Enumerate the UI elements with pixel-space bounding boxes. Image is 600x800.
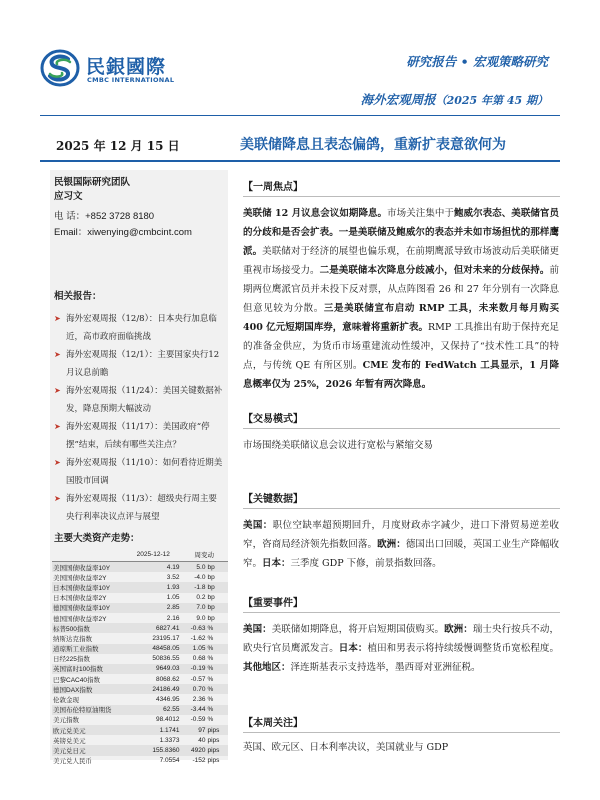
table-row — [52, 694, 228, 704]
logo-chinese-name: 民銀國際 — [86, 56, 167, 78]
header-cell: 2025-12-12 — [126, 548, 180, 562]
related-report-label: 海外宏观周报（12/1）：主要国家央行12月议息前瞻 — [66, 350, 220, 378]
change-unit-cell: % — [207, 716, 214, 724]
change-unit-cell: % — [207, 675, 214, 683]
focus-text-1: 市场关注集中于 — [387, 208, 454, 219]
focus-bold-4: 三是美联储宣布启动 RMP 工具，未来数月每月购买 400 亿元短期国库券，意味着将重新扩表。 — [243, 303, 559, 333]
weekly-change-cell: -1.8 — [180, 582, 206, 592]
related-report-label: 海外宏观周报（11/17）：美国政府“停摆”结束，后续有哪些关注点？ — [66, 422, 210, 450]
weekly-change-cell: 0.70 — [180, 684, 206, 694]
section-divider — [243, 732, 560, 733]
asset-name-cell: 日本国债收益率2Y — [53, 595, 107, 603]
asset-name-cell: 伦敦金现 — [53, 697, 79, 705]
related-report-label: 海外宏观周报（11/24）：美国关键数据补发，降息预期大幅波动 — [66, 386, 223, 414]
related-report-label: 海外宏观周报（11/10）：如何看待近期美国股市回调 — [66, 458, 223, 486]
focus-bold-3: 二是美联储本次降息分歧减小，但对未来的分歧保持。 — [319, 265, 550, 276]
events-bold-3: 日本： — [338, 643, 368, 654]
weekly-change-cell: 0.68 — [192, 655, 206, 663]
section-divider — [243, 428, 560, 429]
arrow-icon: ➤ — [54, 386, 61, 395]
asset-value-cell: 48458.05 — [126, 644, 180, 654]
table-header-row — [52, 548, 228, 562]
related-report-item[interactable] — [54, 382, 224, 418]
section-divider — [243, 196, 560, 197]
market-table — [52, 548, 228, 766]
events-paragraph — [243, 620, 559, 677]
table-row — [52, 644, 228, 654]
change-unit-cell: pips — [207, 757, 220, 765]
asset-name-cell: 美元指数 — [53, 717, 79, 725]
arrow-icon: ➤ — [54, 494, 61, 503]
asset-value-cell: 1.05 — [166, 594, 180, 602]
asset-name-cell: 日经225指数 — [53, 656, 90, 664]
weekly-change-cell: -1.62 — [190, 634, 206, 642]
table-row — [52, 562, 228, 573]
asset-value-cell: 3.52 — [166, 573, 180, 581]
market-table-body — [52, 562, 228, 766]
weekly-change-cell: 4920 — [180, 745, 206, 755]
asset-name-cell: 日本国债收益率10Y — [52, 582, 126, 592]
header-divider — [40, 115, 560, 116]
series-issue: （2025 年第 45 期） — [435, 94, 548, 107]
table-row — [52, 593, 228, 603]
research-team: 民银国际研究团队 — [54, 177, 131, 188]
asset-value-cell: 62.55 — [126, 705, 180, 715]
asset-value-cell: 24186.49 — [126, 684, 180, 694]
weekly-change-cell: 0.2 — [196, 594, 206, 602]
table-row — [52, 735, 228, 745]
asset-name-cell: 标普500指数 — [52, 623, 126, 633]
section-title-focus: 【一周焦点】 — [243, 182, 303, 193]
related-report-item[interactable] — [54, 454, 224, 490]
table-row — [52, 582, 228, 592]
related-reports-list — [54, 310, 224, 526]
asset-value-cell: 4.19 — [126, 562, 180, 573]
section-title-events: 【重要事件】 — [243, 598, 303, 609]
asset-value-cell: 23195.17 — [152, 634, 180, 642]
related-report-item[interactable] — [54, 418, 224, 454]
data-text-2: 德国出口回暖，英国工业生产降幅收窄。 — [243, 539, 559, 569]
table-row — [52, 705, 228, 715]
events-bold-1: 美国： — [243, 624, 272, 635]
section-divider — [243, 612, 560, 613]
table-row — [52, 756, 228, 766]
asset-value-cell: 1.3373 — [159, 736, 180, 744]
weekly-change-cell: 2.36 — [192, 696, 206, 704]
asset-value-cell: 8068.62 — [155, 675, 180, 683]
asset-value-cell: 2.85 — [126, 603, 180, 613]
asset-name-cell: 巴黎CAC40指数 — [53, 676, 100, 684]
company-logo — [40, 46, 180, 90]
focus-paragraph — [243, 204, 559, 394]
change-unit-cell: bp — [206, 603, 228, 613]
change-unit-cell: % — [207, 696, 214, 704]
weekly-change-cell: 5.0 — [180, 562, 206, 573]
table-row — [52, 725, 228, 735]
watch-paragraph: 英国、欧元区、日本利率决议，美国就业与 GDP — [243, 742, 449, 753]
change-unit-cell: pips — [207, 736, 220, 744]
asset-value-cell: 9649.03 — [126, 664, 180, 674]
related-report-item[interactable] — [54, 346, 224, 382]
change-unit-cell: bp — [206, 582, 228, 592]
asset-value-cell: 6827.41 — [126, 623, 180, 633]
asset-value-cell: 4346.95 — [155, 696, 180, 704]
weekly-change-cell: 97 — [180, 725, 206, 735]
weekly-change-cell: 7.0 — [180, 603, 206, 613]
asset-name-cell: 英镑兑美元 — [53, 737, 86, 745]
events-text-3: 植田和男表示将持续缓慢调整货币宽松程度。 — [367, 643, 559, 654]
analyst-email[interactable]: Email：xiwenying@cmbcint.com — [54, 227, 192, 238]
focus-text-3: 前期两位鹰派官员并未投下反对票，从点阵图看 26 和 27 年分别有一次降息但意见较为分散。 — [243, 265, 559, 314]
asset-value-cell: 1.1741 — [126, 725, 180, 735]
header-cell — [52, 548, 126, 562]
logo-mark-icon — [40, 48, 80, 88]
events-text-1: 美联储如期降息，将开启短期国债购买。 — [271, 624, 445, 635]
section-divider — [243, 508, 560, 509]
weekly-change-cell: -0.63 — [180, 623, 206, 633]
asset-value-cell: 2.16 — [166, 614, 180, 622]
change-unit-cell: % — [206, 664, 228, 674]
change-unit-cell: % — [206, 623, 228, 633]
asset-name-cell: 德国国债收益率2Y — [53, 615, 107, 623]
arrow-icon: ➤ — [54, 314, 61, 323]
weekly-change-cell: -0.19 — [180, 664, 206, 674]
change-unit-cell: % — [206, 644, 228, 654]
table-row — [52, 684, 228, 694]
trade-paragraph: 市场围绕美联储议息会议进行宽松与紧缩交易 — [243, 440, 434, 451]
asset-name-cell: 德国DAX指数 — [52, 684, 126, 694]
data-text-1: 职位空缺率超预期回升，月度财政赤字减少，进口下滑贸易逆差收窄，咨商局经济领先指数回落。 — [243, 520, 559, 550]
weekly-change-cell: 9.0 — [196, 614, 206, 622]
related-report-label: 海外宏观周报（12/8）：日本央行加息临近，高市政府面临挑战 — [66, 314, 217, 342]
table-row — [52, 745, 228, 755]
weekly-change-cell: 40 — [198, 736, 206, 744]
asset-name-cell: 美元兑人民币 — [53, 758, 92, 766]
data-bold-2: 欧洲： — [377, 539, 406, 550]
asset-name-cell: 德国国债收益率10Y — [52, 603, 126, 613]
table-row — [52, 613, 228, 623]
data-bold-3: 日本： — [262, 558, 291, 569]
focus-text-2: 美联储对于经济的展望也偏乐观，在前期鹰派导致市场波动后美联储更重视市场接受力。 — [243, 246, 559, 276]
change-unit-cell: bp — [207, 573, 215, 581]
focus-bold-5: CME 发布的 FedWatch 工具显示，1 月降息概率仅为 25%，2026 年暂有两次降息。 — [243, 360, 559, 390]
related-reports-title: 相关报告： — [54, 291, 102, 302]
report-series — [361, 90, 548, 108]
events-text-2: 瑞士央行按兵不动，欧央行官员鹰派发言。 — [243, 624, 559, 654]
section-title-watch: 【本周关注】 — [243, 718, 303, 729]
change-unit-cell: bp — [207, 614, 215, 622]
change-unit-cell: pips — [206, 745, 228, 755]
related-report-label: 海外宏观周报（11/3）：超级央行周主要央行利率决议点评与展望 — [66, 494, 217, 522]
report-title: 美联储降息且表态偏鸽，重新扩表意欲何为 — [240, 137, 506, 153]
weekly-change-cell: -0.57 — [190, 675, 206, 683]
change-unit-cell: bp — [207, 594, 215, 602]
table-row — [52, 603, 228, 613]
title-divider — [40, 160, 560, 162]
related-report-item[interactable] — [54, 490, 224, 526]
analyst-name: 应习文 — [54, 191, 83, 202]
asset-name-cell: 欧元兑美元 — [52, 725, 126, 735]
asset-value-cell: 50836.55 — [152, 655, 180, 663]
report-date: 2025 年 12 月 15 日 — [56, 139, 180, 153]
weekly-change-cell: 1.05 — [180, 644, 206, 654]
related-report-item[interactable] — [54, 310, 224, 346]
sidebar — [50, 170, 228, 766]
table-row — [52, 633, 228, 643]
events-text-4: 泽连斯基表示支持选举，墨西哥对亚洲征税。 — [290, 662, 481, 673]
arrow-icon: ➤ — [54, 350, 61, 359]
data-paragraph — [243, 516, 559, 573]
asset-name-cell: 美元兑日元 — [52, 745, 126, 755]
arrow-icon: ➤ — [54, 458, 61, 467]
asset-name-cell: 英国富时100指数 — [52, 664, 126, 674]
asset-value-cell: 98.4012 — [155, 716, 180, 724]
asset-name-cell: 道琼斯工业指数 — [52, 644, 126, 654]
table-row — [52, 654, 228, 664]
asset-value-cell: 1.93 — [126, 582, 180, 592]
weekly-change-cell: -152 — [192, 757, 206, 765]
arrow-icon: ➤ — [54, 422, 61, 431]
asset-name-cell: 美国国债收益率2Y — [53, 574, 107, 582]
asset-name-cell: 纳斯达克指数 — [53, 635, 92, 643]
table-row — [52, 623, 228, 633]
change-unit-cell: pips — [206, 725, 228, 735]
change-unit-cell: % — [206, 705, 228, 715]
report-category: 研究报告 • 宏观策略研究 — [406, 54, 548, 69]
logo-english-name: CMBC INTERNATIONAL — [87, 76, 175, 84]
focus-text-4: RMP 工具推出有助于保持充足的准备金供应，为货币市场重建流动性缓冲，又保持了“技术性工具”的特点，与传统 QE 有所区别。 — [243, 322, 560, 371]
table-row — [52, 664, 228, 674]
focus-bold-1: 美联储 12 月议息会议如期降息。 — [243, 208, 388, 219]
table-row — [52, 715, 228, 725]
table-row — [52, 572, 228, 582]
focus-bold-2: 鲍威尔表态、美联储官员的分歧和是否会扩表。一是美联储及鲍威尔的表态并未如市场担忧的那样鹰派。 — [243, 208, 559, 257]
asset-value-cell: 155.8360 — [126, 745, 180, 755]
header-cell: 周变动 — [180, 548, 228, 562]
section-title-trade: 【交易模式】 — [243, 414, 303, 425]
change-unit-cell: % — [207, 655, 214, 663]
events-bold-4: 其他地区： — [243, 662, 291, 673]
series-name: 海外宏观周报 — [360, 92, 436, 107]
change-unit-cell: bp — [206, 562, 228, 573]
change-unit-cell: % — [206, 684, 228, 694]
weekly-change-cell: -4.0 — [194, 573, 206, 581]
weekly-change-cell: -0.59 — [190, 716, 206, 724]
asset-value-cell: 7.0554 — [159, 757, 180, 765]
change-unit-cell: % — [207, 634, 214, 642]
market-table-title: 主要大类资产走势： — [54, 533, 140, 544]
events-bold-2: 欧洲： — [444, 624, 473, 635]
table-row — [52, 674, 228, 684]
section-title-data: 【关键数据】 — [243, 494, 303, 505]
data-text-3: 三季度 GDP 下修，前景指数回落。 — [290, 558, 442, 569]
asset-name-cell: 美国国债收益率10Y — [52, 562, 126, 573]
weekly-change-cell: -3.44 — [180, 705, 206, 715]
analyst-phone: 电 话：+852 3728 8180 — [54, 211, 155, 222]
asset-name-cell: 美国布伦特原油期货 — [52, 705, 126, 715]
data-bold-1: 美国： — [243, 520, 273, 531]
